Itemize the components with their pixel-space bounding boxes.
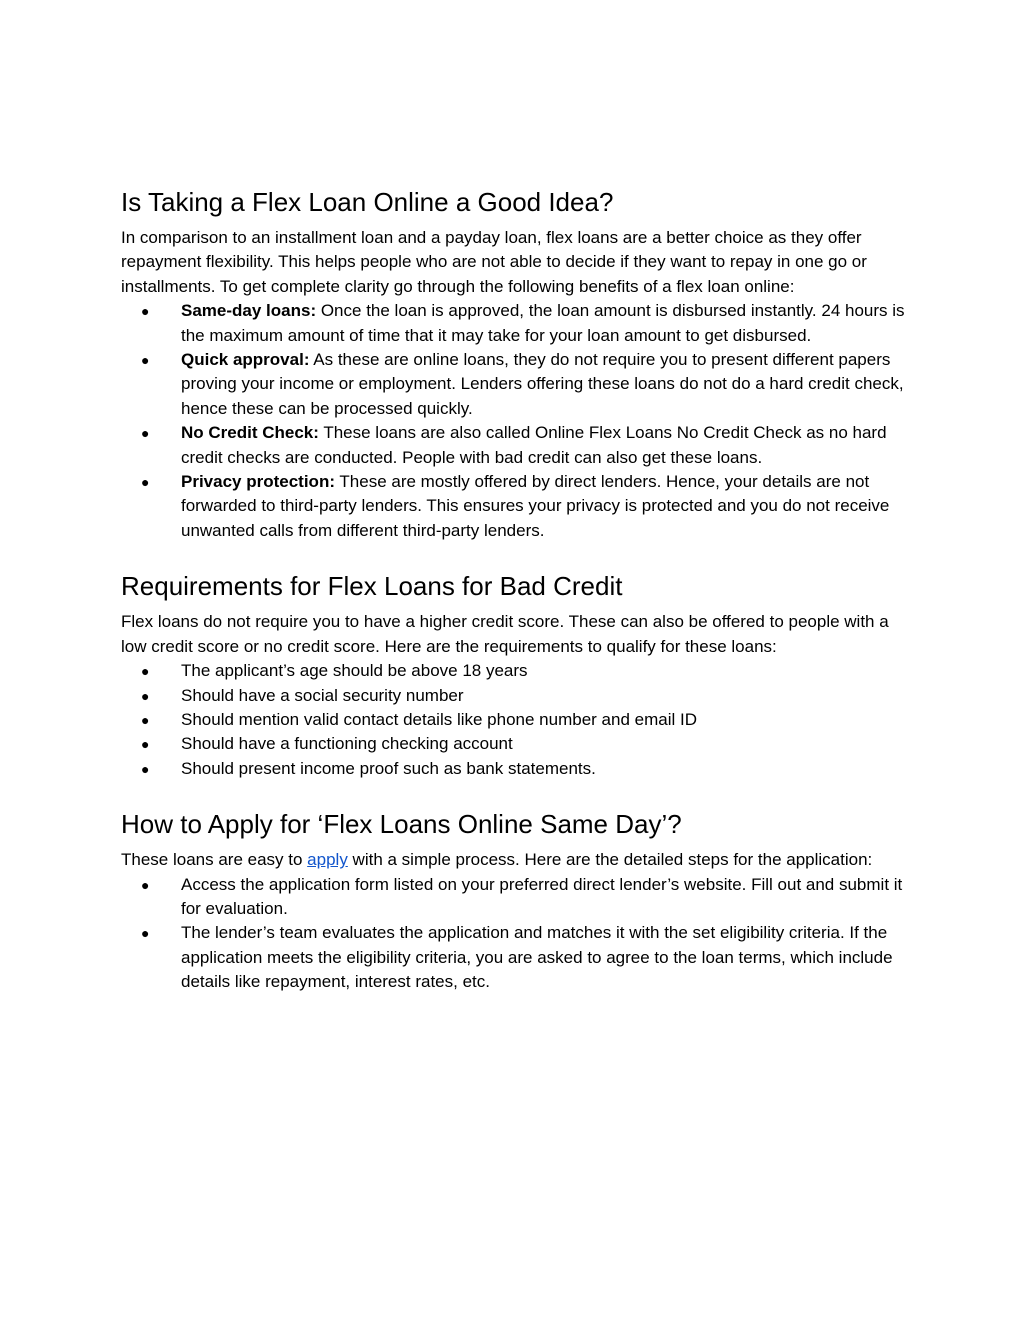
list-item <box>121 659 911 683</box>
list-item <box>121 299 911 348</box>
list-item <box>121 684 911 708</box>
list-item <box>121 873 911 922</box>
application-steps-list <box>121 873 911 995</box>
list-item <box>121 921 911 994</box>
list-item <box>121 757 911 781</box>
bullet-icon: ● <box>141 474 150 491</box>
intro-text-after-link: with a simple process. Here are the detailed steps for the application: <box>347 850 873 870</box>
list-item-text: Should present income proof such as bank statements. <box>181 758 596 778</box>
list-item <box>121 732 911 756</box>
bullet-icon: ● <box>141 352 150 369</box>
list-item <box>121 421 911 470</box>
list-item-label: Privacy protection: <box>181 472 335 492</box>
section-heading-requirements: Requirements for Flex Loans for Bad Credit <box>121 571 623 602</box>
bullet-icon: ● <box>141 687 150 704</box>
list-item-text: Should mention valid contact details like phone number and email ID <box>181 709 697 729</box>
benefits-list <box>121 299 911 543</box>
intro-text-before-link: These loans are easy to <box>121 850 308 870</box>
list-item <box>121 348 911 421</box>
bullet-icon: ● <box>141 925 150 942</box>
list-item-text: Should have a social security number <box>181 685 464 705</box>
list-item-label: No Credit Check: <box>181 423 319 443</box>
section-heading-flex-loan-good-idea: Is Taking a Flex Loan Online a Good Idea? <box>121 187 614 217</box>
bullet-icon: ● <box>141 736 150 753</box>
list-item-text: Once the loan is approved, the loan amount is disbursed instantly. 24 hours is the maximum amount of time that it may take for your loan amount to get disbursed. <box>181 301 905 345</box>
bullet-icon: ● <box>141 711 150 728</box>
list-item-label: Same-day loans: <box>181 301 317 321</box>
bullet-icon: ● <box>141 303 150 320</box>
bullet-icon: ● <box>141 876 150 893</box>
section-intro-paragraph: In comparison to an installment loan and a payday loan, flex loans are a better choice as they offer repayment flexibility. This helps people who are not able to decide if they want to repay in one go or installments. To get complete clarity go through the following benefits of a flex loan online: <box>121 228 867 296</box>
list-item-text: The applicant’s age should be above 18 years <box>181 661 528 681</box>
section-intro-paragraph <box>121 848 911 872</box>
section-heading-how-to-apply: How to Apply for ‘Flex Loans Online Same Day’? <box>121 809 682 840</box>
list-item-text: These loans are also called Online Flex Loans No Credit Check as no hard credit checks are conducted. People with bad credit can also get these loans. <box>181 423 887 467</box>
list-item <box>121 470 911 543</box>
bullet-icon: ● <box>141 760 150 777</box>
apply-link[interactable]: apply <box>307 850 348 870</box>
list-item-text: These are mostly offered by direct lenders. Hence, your details are not forwarded to third-party lenders. This ensures your privacy is protected and you do not receive unwanted calls from different third-party lenders. <box>181 472 890 540</box>
list-item-text: Should have a functioning checking account <box>181 734 513 754</box>
list-item-label: Quick approval: <box>181 350 310 370</box>
document-page <box>121 182 911 995</box>
bullet-icon: ● <box>141 663 150 680</box>
section-intro-paragraph: Flex loans do not require you to have a higher credit score. These can also be offered to people with a low credit score or no credit score. Here are the requirements to qualify for these loans: <box>121 612 889 656</box>
requirements-list <box>121 659 911 781</box>
list-item-text: As these are online loans, they do not require you to present different papers proving your income or employment. Lenders offering these loans do not do a hard credit check, hence these can be processed quickly. <box>181 350 904 418</box>
list-item <box>121 708 911 732</box>
bullet-icon: ● <box>141 425 150 442</box>
list-item-text: The lender’s team evaluates the application and matches it with the set eligibility criteria. If the application meets the eligibility criteria, you are asked to agree to the loan terms, which include details like repayment, interest rates, etc. <box>181 923 893 992</box>
list-item-text: Access the application form listed on your preferred direct lender’s website. Fill out and submit it for evaluation. <box>181 874 903 918</box>
